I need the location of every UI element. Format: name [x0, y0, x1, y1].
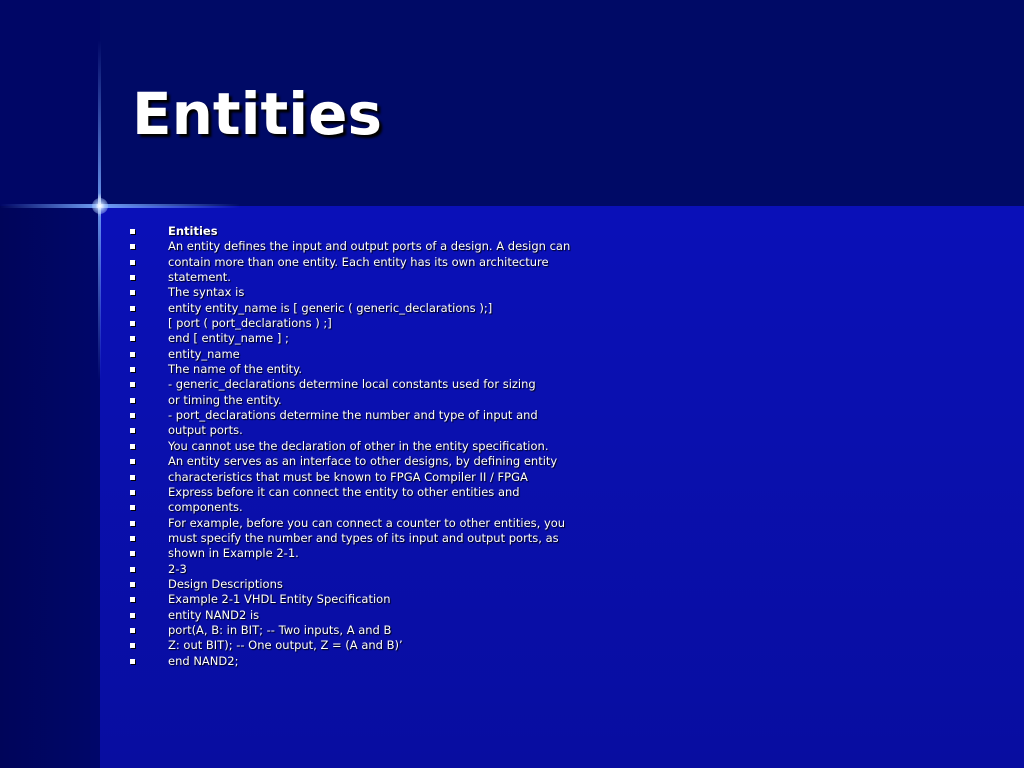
- light-streak-horizontal: [0, 204, 240, 208]
- bullet-item: [130, 393, 610, 408]
- bullet-square-icon: [130, 382, 135, 387]
- bullet-item: [130, 316, 610, 331]
- bullet-item: [130, 516, 610, 531]
- bullet-text: You cannot use the declaration of other in the entity specification.: [168, 438, 549, 453]
- bullet-item: [130, 408, 610, 423]
- bullet-item: [130, 285, 610, 300]
- bullet-square-icon: [130, 244, 135, 249]
- bullet-item: [130, 500, 610, 515]
- bullet-item: [130, 546, 610, 561]
- bullet-text: An entity serves as an interface to other designs, by defining entity: [168, 454, 558, 469]
- bullet-square-icon: [130, 428, 135, 433]
- bullet-square-icon: [130, 352, 135, 357]
- bullet-square-icon: [130, 336, 135, 341]
- bullet-square-icon: [130, 643, 135, 648]
- bullet-text: entity NAND2 is: [168, 607, 260, 622]
- bullet-list: [130, 224, 610, 669]
- bullet-text: The name of the entity.: [168, 362, 302, 377]
- bullet-text: contain more than one entity. Each entity has its own architecture: [168, 254, 549, 269]
- bullet-text: must specify the number and types of its input and output ports, as: [168, 530, 559, 545]
- bullet-item: [130, 423, 610, 438]
- bullet-text: - port_declarations determine the number and type of input and: [168, 408, 538, 423]
- bullet-text: statement.: [168, 270, 231, 285]
- bullet-item: [130, 362, 610, 377]
- bullet-text: entity entity_name is [ generic ( generic_declarations );]: [168, 300, 493, 315]
- bullet-square-icon: [130, 551, 135, 556]
- bullet-square-icon: [130, 275, 135, 280]
- bullet-square-icon: [130, 444, 135, 449]
- bullet-square-icon: [130, 229, 135, 234]
- bullet-item: [130, 485, 610, 500]
- bullet-item: [130, 347, 610, 362]
- bullet-text: entity_name: [168, 346, 240, 361]
- bullet-item: [130, 224, 610, 239]
- star-flare-icon: [92, 198, 108, 214]
- bullet-square-icon: [130, 413, 135, 418]
- bullet-item: [130, 577, 610, 592]
- bullet-square-icon: [130, 321, 135, 326]
- bullet-text: port(A, B: in BIT; -- Two inputs, A and B: [168, 622, 392, 637]
- bullet-text: shown in Example 2-1.: [168, 546, 299, 561]
- bullet-text: Z: out BIT); -- One output, Z = (A and B)’: [168, 638, 403, 653]
- bullet-item: [130, 331, 610, 346]
- bullet-square-icon: [130, 628, 135, 633]
- bullet-text: An entity defines the input and output ports of a design. A design can: [168, 239, 571, 254]
- bullet-square-icon: [130, 521, 135, 526]
- bullet-text: or timing the entity.: [168, 392, 282, 407]
- bullet-item: [130, 239, 610, 254]
- bullet-item: [130, 608, 610, 623]
- bullet-text: output ports.: [168, 423, 243, 438]
- background-left-lower: [0, 206, 100, 768]
- bullet-text: characteristics that must be known to FPGA Compiler II / FPGA: [168, 469, 528, 484]
- bullet-square-icon: [130, 582, 135, 587]
- bullet-square-icon: [130, 597, 135, 602]
- bullet-square-icon: [130, 260, 135, 265]
- bullet-text: end NAND2;: [168, 653, 239, 668]
- bullet-item: [130, 255, 610, 270]
- bullet-text: Express before it can connect the entity to other entities and: [168, 484, 520, 499]
- bullet-square-icon: [130, 659, 135, 664]
- bullet-square-icon: [130, 475, 135, 480]
- bullet-text: [ port ( port_declarations ) ;]: [168, 316, 332, 331]
- bullet-text: 2-3: [168, 561, 187, 576]
- bullet-square-icon: [130, 505, 135, 510]
- bullet-item: [130, 439, 610, 454]
- bullet-text: end [ entity_name ] ;: [168, 331, 289, 346]
- bullet-item: [130, 301, 610, 316]
- slide-title: Entities: [132, 80, 382, 148]
- bullet-item: [130, 531, 610, 546]
- bullet-text: The syntax is: [168, 285, 245, 300]
- bullet-text: For example, before you can connect a counter to other entities, you: [168, 515, 566, 530]
- bullet-item: [130, 270, 610, 285]
- bullet-square-icon: [130, 613, 135, 618]
- bullet-square-icon: [130, 490, 135, 495]
- bullet-square-icon: [130, 398, 135, 403]
- bullet-item: [130, 638, 610, 653]
- bullet-item: [130, 654, 610, 669]
- bullet-square-icon: [130, 536, 135, 541]
- bullet-square-icon: [130, 567, 135, 572]
- bullet-item: [130, 470, 610, 485]
- bullet-item: [130, 454, 610, 469]
- bullet-text: Entities: [168, 224, 218, 238]
- bullet-text: Design Descriptions: [168, 576, 283, 591]
- bullet-text: Example 2-1 VHDL Entity Specification: [168, 592, 391, 607]
- bullet-square-icon: [130, 290, 135, 295]
- bullet-square-icon: [130, 459, 135, 464]
- bullet-text: - generic_declarations determine local constants used for sizing: [168, 377, 536, 392]
- bullet-square-icon: [130, 306, 135, 311]
- bullet-text: components.: [168, 500, 243, 515]
- bullet-item: [130, 562, 610, 577]
- bullet-square-icon: [130, 367, 135, 372]
- bullet-item: [130, 623, 610, 638]
- bullet-item: [130, 592, 610, 607]
- bullet-item: [130, 377, 610, 392]
